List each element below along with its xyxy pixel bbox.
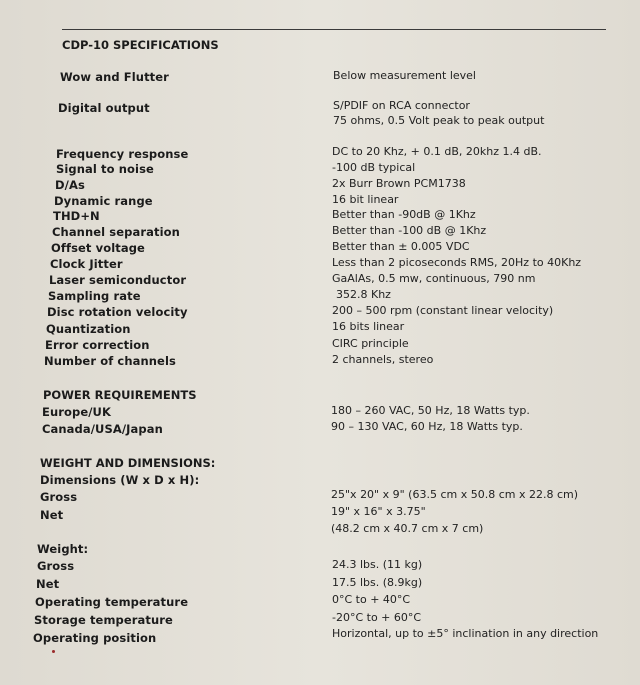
power-heading: POWER REQUIREMENTS <box>43 388 197 402</box>
spec-value: Better than -90dB @ 1Khz <box>332 208 476 221</box>
spec-value: 16 bits linear <box>332 320 405 333</box>
spec-value: -20°C to + 60°C <box>332 611 422 624</box>
spec-label: Net <box>36 577 60 591</box>
spec-value: 90 – 130 VAC, 60 Hz, 18 Watts typ. <box>331 420 523 433</box>
spec-label: Quantization <box>46 322 131 336</box>
spec-label: Canada/USA/Japan <box>42 422 163 436</box>
spec-value: Below measurement level <box>333 69 476 82</box>
spec-label: Channel separation <box>52 225 180 239</box>
spec-value: 0°C to + 40°C <box>332 593 411 606</box>
spec-value: S/PDIF on RCA connector <box>333 99 470 112</box>
spec-label: Digital output <box>58 101 150 115</box>
spec-label: Clock Jitter <box>50 257 123 271</box>
spec-label: Signal to noise <box>56 162 154 176</box>
weight-dimensions-heading: WEIGHT AND DIMENSIONS: <box>40 456 216 470</box>
spec-value: 24.3 lbs. (11 kg) <box>332 558 423 571</box>
spec-value: Horizontal, up to ±5° inclination in any direction <box>332 627 599 640</box>
spec-value: Less than 2 picoseconds RMS, 20Hz to 40Khz <box>332 256 582 269</box>
spec-label: Operating temperature <box>35 595 189 609</box>
spec-label: Operating position <box>33 631 157 645</box>
spec-label: Frequency response <box>56 147 189 161</box>
spec-label: D/As <box>55 178 85 192</box>
spec-label: Dynamic range <box>54 194 153 208</box>
spec-value: 25"x 20" x 9" (63.5 cm x 50.8 cm x 22.8 cm) <box>331 488 579 501</box>
top-rule <box>62 29 606 30</box>
spec-label: Disc rotation velocity <box>47 305 188 319</box>
spec-label: Gross <box>37 559 75 573</box>
spec-label: Sampling rate <box>48 289 141 303</box>
spec-value: 2 channels, stereo <box>332 353 434 366</box>
page-title: CDP-10 SPECIFICATIONS <box>62 38 219 52</box>
spec-label: Gross <box>40 490 78 504</box>
spec-value: 2x Burr Brown PCM1738 <box>332 177 466 190</box>
spec-label: Offset voltage <box>51 241 145 255</box>
spec-value: 19" x 16" x 3.75" <box>331 505 426 518</box>
spec-value: -100 dB typical <box>332 161 416 174</box>
spec-label: Laser semiconductor <box>49 273 187 287</box>
spec-value: DC to 20 Khz, + 0.1 dB, 20khz 1.4 dB. <box>332 145 542 158</box>
spec-value: (48.2 cm x 40.7 cm x 7 cm) <box>331 522 484 535</box>
spec-label: Number of channels <box>44 354 176 368</box>
spec-value: Better than -100 dB @ 1Khz <box>332 224 487 237</box>
spec-label: Error correction <box>45 338 150 352</box>
spec-value: 352.8 Khz <box>336 288 391 301</box>
spec-value: CIRC principle <box>332 337 409 350</box>
spec-value: 16 bit linear <box>332 193 399 206</box>
spec-label: Storage temperature <box>34 613 173 627</box>
spec-value: Better than ± 0.005 VDC <box>332 240 470 253</box>
paper-speck <box>52 650 55 653</box>
spec-label: THD+N <box>53 209 100 223</box>
spec-value: 75 ohms, 0.5 Volt peak to peak output <box>333 114 545 127</box>
spec-label: Net <box>40 508 64 522</box>
spec-value: 200 – 500 rpm (constant linear velocity) <box>332 304 554 317</box>
spec-value: 17.5 lbs. (8.9kg) <box>332 576 423 589</box>
dimensions-heading: Dimensions (W x D x H): <box>40 473 200 487</box>
spec-value: GaAlAs, 0.5 mw, continuous, 790 nm <box>332 272 536 285</box>
spec-value: 180 – 260 VAC, 50 Hz, 18 Watts typ. <box>331 404 530 417</box>
weight-heading: Weight: <box>37 542 89 556</box>
spec-label: Wow and Flutter <box>60 70 169 84</box>
spec-label: Europe/UK <box>42 405 111 419</box>
